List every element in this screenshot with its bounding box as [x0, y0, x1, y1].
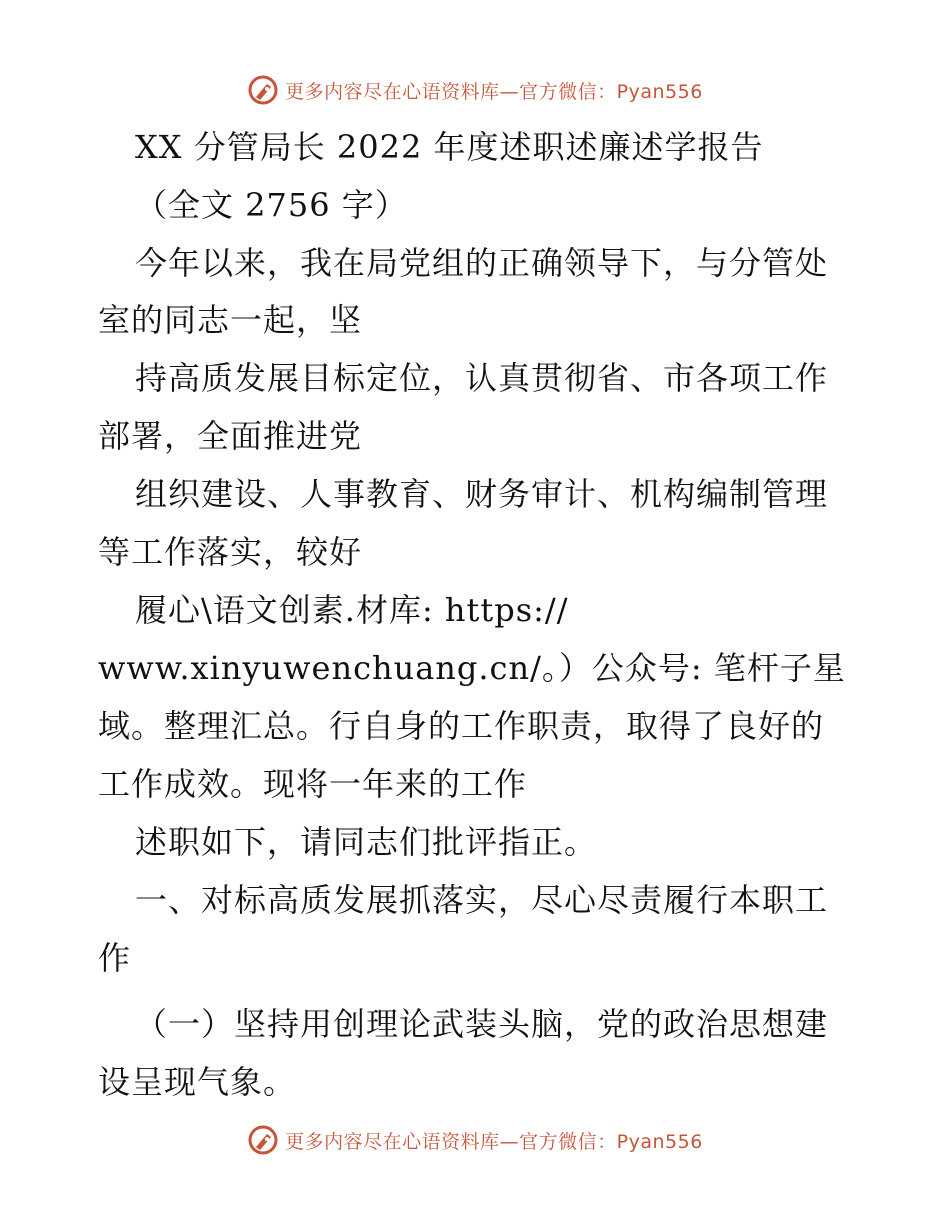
banner-separator: — — [499, 80, 520, 103]
paragraph-line: 今年以来，我在局党组的正确领导下，与分管处 — [135, 244, 829, 282]
banner-main-text: 更多内容尽在心语资料库 — [285, 1130, 500, 1153]
pen-nib-logo-icon — [247, 1124, 279, 1156]
word-count: （全文 2756 字） — [135, 186, 408, 224]
footer-banner — [0, 1120, 950, 1160]
subsection-heading: （一）坚持用创理论武装头脑，党的政治思想建 — [135, 1005, 829, 1043]
subsection-heading-continued: 设呈现气象。 — [98, 1063, 297, 1101]
paragraph-line: 域。整理汇总。行自身的工作职责，取得了良好的 — [98, 707, 825, 745]
banner-wechat-text: 官方微信：Pyan556 — [519, 80, 703, 103]
paragraph-line: 工作成效。现将一年来的工作 — [98, 765, 528, 803]
paragraph-line: www.xinyuwenchuang.cn/。）公众号: 笔杆子星 — [98, 649, 846, 687]
paragraph-line: 述职如下，请同志们批评指正。 — [135, 823, 598, 861]
paragraph-line: 等工作落实，较好 — [98, 533, 363, 571]
banner-main-text: 更多内容尽在心语资料库 — [285, 80, 500, 103]
paragraph-line: 履心\语文创素.材库: https:// — [135, 591, 569, 629]
section-heading: 一、对标高质发展抓落实，尽心尽责履行本职工 — [135, 881, 829, 919]
banner-wechat-text: 官方微信：Pyan556 — [519, 1130, 703, 1153]
document-title: XX 分管局长 2022 年度述职述廉述学报告 — [135, 128, 764, 166]
banner-separator: — — [499, 1130, 520, 1153]
paragraph-line: 室的同志一起，坚 — [98, 301, 363, 339]
paragraph-line: 持高质发展目标定位，认真贯彻省、市各项工作 — [135, 359, 829, 397]
paragraph-line: 部署，全面推进党 — [98, 417, 363, 455]
banner-text — [285, 1127, 703, 1154]
paragraph-line: 组织建设、人事教育、财务审计、机构编制管理 — [135, 475, 829, 513]
section-heading-continued: 作 — [98, 939, 132, 977]
